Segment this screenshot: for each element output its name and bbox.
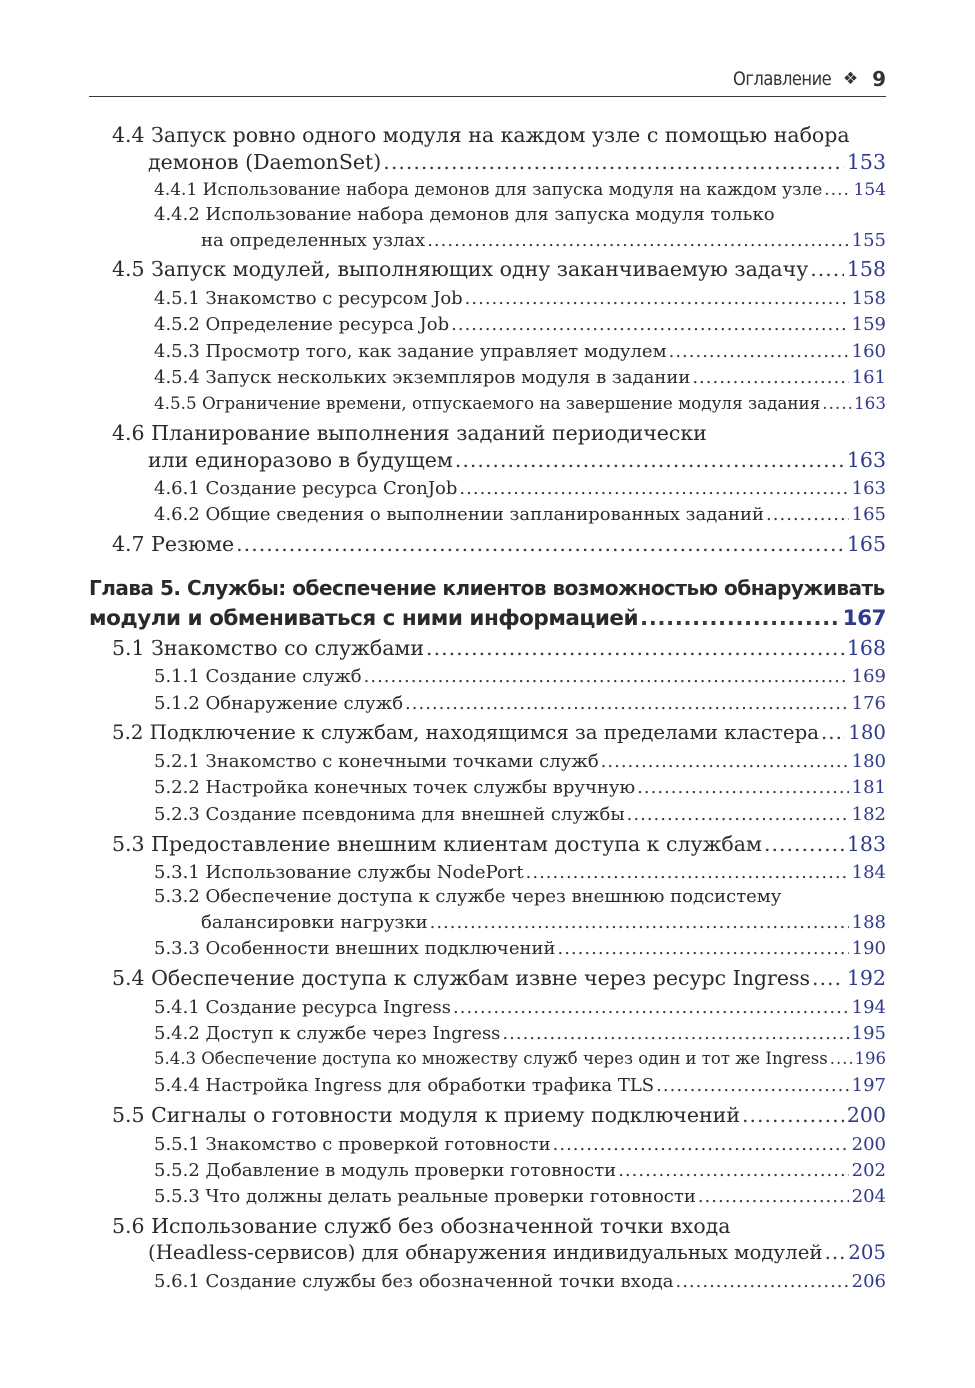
toc-entry-title: 4.5.3 Просмотр того, как задание управляет модулем — [154, 341, 667, 362]
toc-entry-title: 5.5.2 Добавление в модуль проверки готовности — [154, 1160, 617, 1181]
dot-leader — [637, 777, 848, 798]
dot-leader — [453, 997, 849, 1018]
dot-leader — [825, 1241, 846, 1264]
toc-entry-title: на определенных узлах — [201, 230, 426, 251]
toc-page-number[interactable]: 155 — [851, 230, 886, 251]
dot-leader — [824, 180, 850, 200]
toc-entry-title: балансировки нагрузки — [201, 912, 428, 933]
toc-entry-4-4-2[interactable] — [154, 204, 886, 230]
toc-entry-title: 5.4 Обеспечение доступа к службам извне через ресурс Ingress — [112, 966, 811, 990]
toc-entry-title: 5.2.3 Создание псевдонима для внешней службы — [154, 804, 625, 825]
toc-entry-5-2-2[interactable] — [154, 777, 886, 803]
toc-page-number[interactable]: 194 — [851, 997, 886, 1018]
toc-page-number[interactable]: 154 — [853, 180, 886, 200]
dot-leader — [502, 1023, 848, 1044]
toc-entry-title: 4.5.4 Запуск нескольких экземпляров модуля в задании — [154, 367, 691, 388]
toc-page-number[interactable]: 159 — [851, 314, 886, 335]
dot-leader — [526, 862, 849, 883]
toc-entry-title: 4.5 Запуск модулей, выполняющих одну заканчиваемую задачу — [112, 257, 809, 281]
dot-leader — [640, 606, 840, 631]
toc-entry-title: 5.2 Подключение к службам, находящимся за пределами кластера — [112, 721, 820, 744]
dot-leader — [451, 314, 849, 335]
toc-page-number[interactable]: 200 — [851, 1134, 886, 1155]
toc-page-number[interactable]: 180 — [848, 721, 886, 744]
dot-leader — [692, 367, 848, 388]
toc-entry-5-4-3[interactable] — [154, 1049, 886, 1075]
toc-entry-5-5-3[interactable] — [154, 1186, 886, 1212]
toc-page-number[interactable]: 181 — [851, 777, 886, 798]
toc-entry-title: 5.1.2 Обнаружение служб — [154, 693, 404, 714]
toc-entry-title: 4.5.5 Ограничение времени, отпускаемого на завершение модуля задания — [154, 393, 821, 413]
toc-entry-4-5[interactable] — [112, 257, 886, 283]
dot-leader — [627, 804, 849, 825]
toc-entry-5-3[interactable] — [112, 832, 886, 858]
toc-entry-title: 5.3.1 Использование службы NodePort — [154, 862, 524, 883]
toc-entry-title: 5.4.3 Обеспечение доступа ко множеству служб через один и тот же Ingress — [154, 1049, 828, 1068]
toc-entry-title: демонов (DaemonSet) — [148, 150, 382, 174]
toc-entry-title: (Headless-сервисов) для обнаружения индивидуальных модулей — [148, 1241, 823, 1264]
toc-entry-4-5-1[interactable] — [154, 288, 886, 314]
dot-leader — [455, 448, 844, 472]
toc-entry-4-4-cont[interactable] — [148, 150, 886, 176]
toc-entry-5-5-1[interactable] — [154, 1134, 886, 1160]
toc-entry-5-2-3[interactable] — [154, 804, 886, 830]
toc-entry-4-4-2-cont[interactable] — [201, 230, 886, 256]
toc-entry-title: 4.6 Планирование выполнения заданий периодически — [112, 421, 707, 445]
toc-entry-5-6-1[interactable] — [154, 1271, 886, 1297]
toc-entry-title: 5.2.1 Знакомство с конечными точками служб — [154, 751, 599, 772]
toc-entry-4-4-1[interactable] — [154, 180, 886, 206]
toc-entry-title: 4.4 Запуск ровно одного модуля на каждом узле с помощью набора — [112, 123, 850, 147]
toc-entry-4-4[interactable] — [112, 123, 886, 149]
toc-page-number[interactable]: 183 — [846, 832, 886, 856]
toc-entry-title: 4.4.1 Использование набора демонов для запуска модуля на каждом узле — [154, 180, 823, 200]
toc-entry-5-4-2[interactable] — [154, 1023, 886, 1049]
toc-entry-5-4[interactable] — [112, 966, 886, 992]
toc-page-number[interactable]: 163 — [846, 448, 886, 472]
toc-entry-4-6[interactable] — [112, 421, 886, 447]
toc-page-number[interactable]: 167 — [842, 606, 886, 631]
dot-leader — [459, 478, 848, 499]
running-header — [89, 62, 886, 97]
toc-entry-5-2[interactable] — [112, 721, 886, 747]
toc-page-number[interactable]: 204 — [851, 1186, 886, 1207]
toc-page-number[interactable]: 196 — [854, 1049, 886, 1068]
toc-entry-title: 5.5 Сигналы о готовности модуля к приему подключений — [112, 1103, 740, 1127]
toc-entry-4-5-3[interactable] — [154, 341, 886, 367]
dot-leader — [830, 1049, 852, 1068]
toc-page-number[interactable]: 180 — [851, 751, 886, 772]
toc-entry-5-5-2[interactable] — [154, 1160, 886, 1186]
toc-entry-5-3-2[interactable] — [154, 886, 886, 912]
toc-entry-5-3-3[interactable] — [154, 938, 886, 964]
toc-page-number[interactable]: 158 — [851, 288, 886, 309]
toc-entry-title: 4.6.1 Создание ресурса CronJob — [154, 478, 458, 499]
dot-leader — [766, 504, 849, 525]
toc-page-number[interactable]: 165 — [851, 504, 886, 525]
toc-page-number[interactable]: 195 — [851, 1023, 886, 1044]
toc-entry-title: 5.1 Знакомство со службами — [112, 636, 425, 660]
toc-entry-4-6-2[interactable] — [154, 504, 886, 530]
toc-entry-5-1-1[interactable] — [154, 666, 886, 692]
toc-entry-title: 4.5.1 Знакомство с ресурсом Job — [154, 288, 463, 309]
toc-entry-4-5-5[interactable] — [154, 393, 886, 419]
dot-leader — [821, 721, 845, 744]
toc-entry-title: 5.3.3 Особенности внешних подключений — [154, 938, 556, 959]
header-page-number: 9 — [872, 67, 886, 91]
toc-entry-title: 5.5.1 Знакомство с проверкой готовности — [154, 1134, 551, 1155]
dot-leader — [812, 966, 844, 990]
toc-entry-5-4-4[interactable] — [154, 1075, 886, 1101]
toc-entry-title: 5.3.2 Обеспечение доступа к службе через внешнюю подсистему — [154, 886, 782, 907]
toc-page-number[interactable]: 184 — [851, 862, 886, 883]
toc-entry-title: 4.7 Резюме — [112, 532, 235, 556]
dot-leader — [427, 230, 848, 251]
toc-entry-4-6-cont[interactable] — [148, 448, 886, 474]
dot-leader — [430, 912, 849, 933]
dot-leader — [601, 751, 849, 772]
toc-entry-5-1-2[interactable] — [154, 693, 886, 719]
toc-page-number[interactable]: 169 — [851, 666, 886, 687]
toc-entry-5-5[interactable] — [112, 1103, 886, 1129]
toc-entry-title: 5.4.1 Создание ресурса Ingress — [154, 997, 451, 1018]
toc-page-number[interactable]: 160 — [851, 341, 886, 362]
toc-entry-title: 5.1.1 Создание служб — [154, 666, 362, 687]
toc-page-number[interactable]: 206 — [851, 1271, 886, 1292]
dot-leader — [557, 938, 848, 959]
toc-entry-5-1[interactable] — [112, 636, 886, 662]
toc-entry-5-4-1[interactable] — [154, 997, 886, 1023]
toc-chapter-5-cont[interactable] — [89, 606, 886, 634]
toc-page-number[interactable]: 153 — [846, 150, 886, 174]
dot-leader — [383, 150, 844, 174]
toc-page-number[interactable]: 200 — [846, 1103, 886, 1127]
toc-page-number[interactable]: 163 — [851, 478, 886, 499]
dot-leader — [618, 1160, 848, 1181]
dot-leader — [810, 257, 844, 281]
toc-entry-title: 5.3 Предоставление внешним клиентам доступа к службам — [112, 832, 762, 856]
toc-entry-5-6-cont[interactable] — [148, 1241, 886, 1267]
toc-entry-5-2-1[interactable] — [154, 751, 886, 777]
toc-page-number[interactable]: 168 — [846, 636, 886, 660]
toc-entry-5-3-2-cont[interactable] — [201, 912, 886, 938]
toc-entry-title: 5.6 Использование служб без обозначенной точки входа — [112, 1214, 731, 1238]
toc-page-number[interactable]: 205 — [848, 1241, 886, 1264]
dot-leader — [742, 1103, 844, 1127]
toc-page-number[interactable]: 161 — [851, 367, 886, 388]
toc-entry-title: 5.2.2 Настройка конечных точек службы вручную — [154, 777, 636, 798]
toc-page-number[interactable]: 188 — [851, 912, 886, 933]
dot-leader — [764, 832, 844, 856]
toc-entry-4-5-4[interactable] — [154, 367, 886, 393]
dot-leader — [675, 1271, 848, 1292]
toc-entry-4-5-2[interactable] — [154, 314, 886, 340]
dot-leader — [669, 341, 849, 362]
toc-page-number[interactable]: 190 — [851, 938, 886, 959]
toc-page-number[interactable]: 182 — [851, 804, 886, 825]
toc-page-number[interactable]: 158 — [846, 257, 886, 281]
toc-page-number[interactable]: 192 — [846, 966, 886, 990]
dot-leader — [656, 1075, 848, 1096]
toc-entry-title: 4.5.2 Определение ресурса Job — [154, 314, 450, 335]
dot-leader — [236, 532, 844, 556]
toc-entry-title: 4.4.2 Использование набора демонов для запуска модуля только — [154, 204, 775, 225]
toc-entry-5-3-1[interactable] — [154, 862, 886, 888]
toc-page-number[interactable]: 202 — [851, 1160, 886, 1181]
toc-chapter-title: Глава 5. Службы: обеспечение клиентов возможностью обнаруживать — [89, 576, 885, 600]
dot-leader — [405, 693, 849, 714]
toc-page-number[interactable]: 197 — [851, 1075, 886, 1096]
toc-entry-title: 5.6.1 Создание службы без обозначенной точки входа — [154, 1271, 674, 1292]
toc-entry-title: 5.4.2 Доступ к службе через Ingress — [154, 1023, 501, 1044]
toc-entry-4-7[interactable] — [112, 532, 886, 558]
dot-leader — [426, 636, 844, 660]
dot-leader — [364, 666, 849, 687]
toc-entry-title: 5.5.3 Что должны делать реальные проверки готовности — [154, 1186, 696, 1207]
toc-entry-4-6-1[interactable] — [154, 478, 886, 504]
toc-page-number[interactable]: 165 — [846, 532, 886, 556]
toc-entry-title: или единоразово в будущем — [148, 448, 453, 472]
dot-leader — [698, 1186, 849, 1207]
header-section-title: Оглавление — [732, 68, 831, 90]
dot-leader — [822, 393, 851, 413]
dot-leader — [465, 288, 849, 309]
ornament-icon: ❖ — [842, 69, 859, 89]
toc-entry-title: 4.6.2 Общие сведения о выполнении запланированных заданий — [154, 504, 765, 525]
dot-leader — [553, 1134, 849, 1155]
toc-entry-title: 5.4.4 Настройка Ingress для обработки трафика TLS — [154, 1075, 655, 1096]
toc-chapter-title: модули и обмениваться с ними информацией — [89, 606, 639, 631]
toc-entry-5-6[interactable] — [112, 1214, 886, 1240]
toc-page-number[interactable]: 176 — [851, 693, 886, 714]
toc-page-number[interactable]: 163 — [854, 393, 886, 413]
toc-chapter-5[interactable] — [89, 576, 886, 604]
